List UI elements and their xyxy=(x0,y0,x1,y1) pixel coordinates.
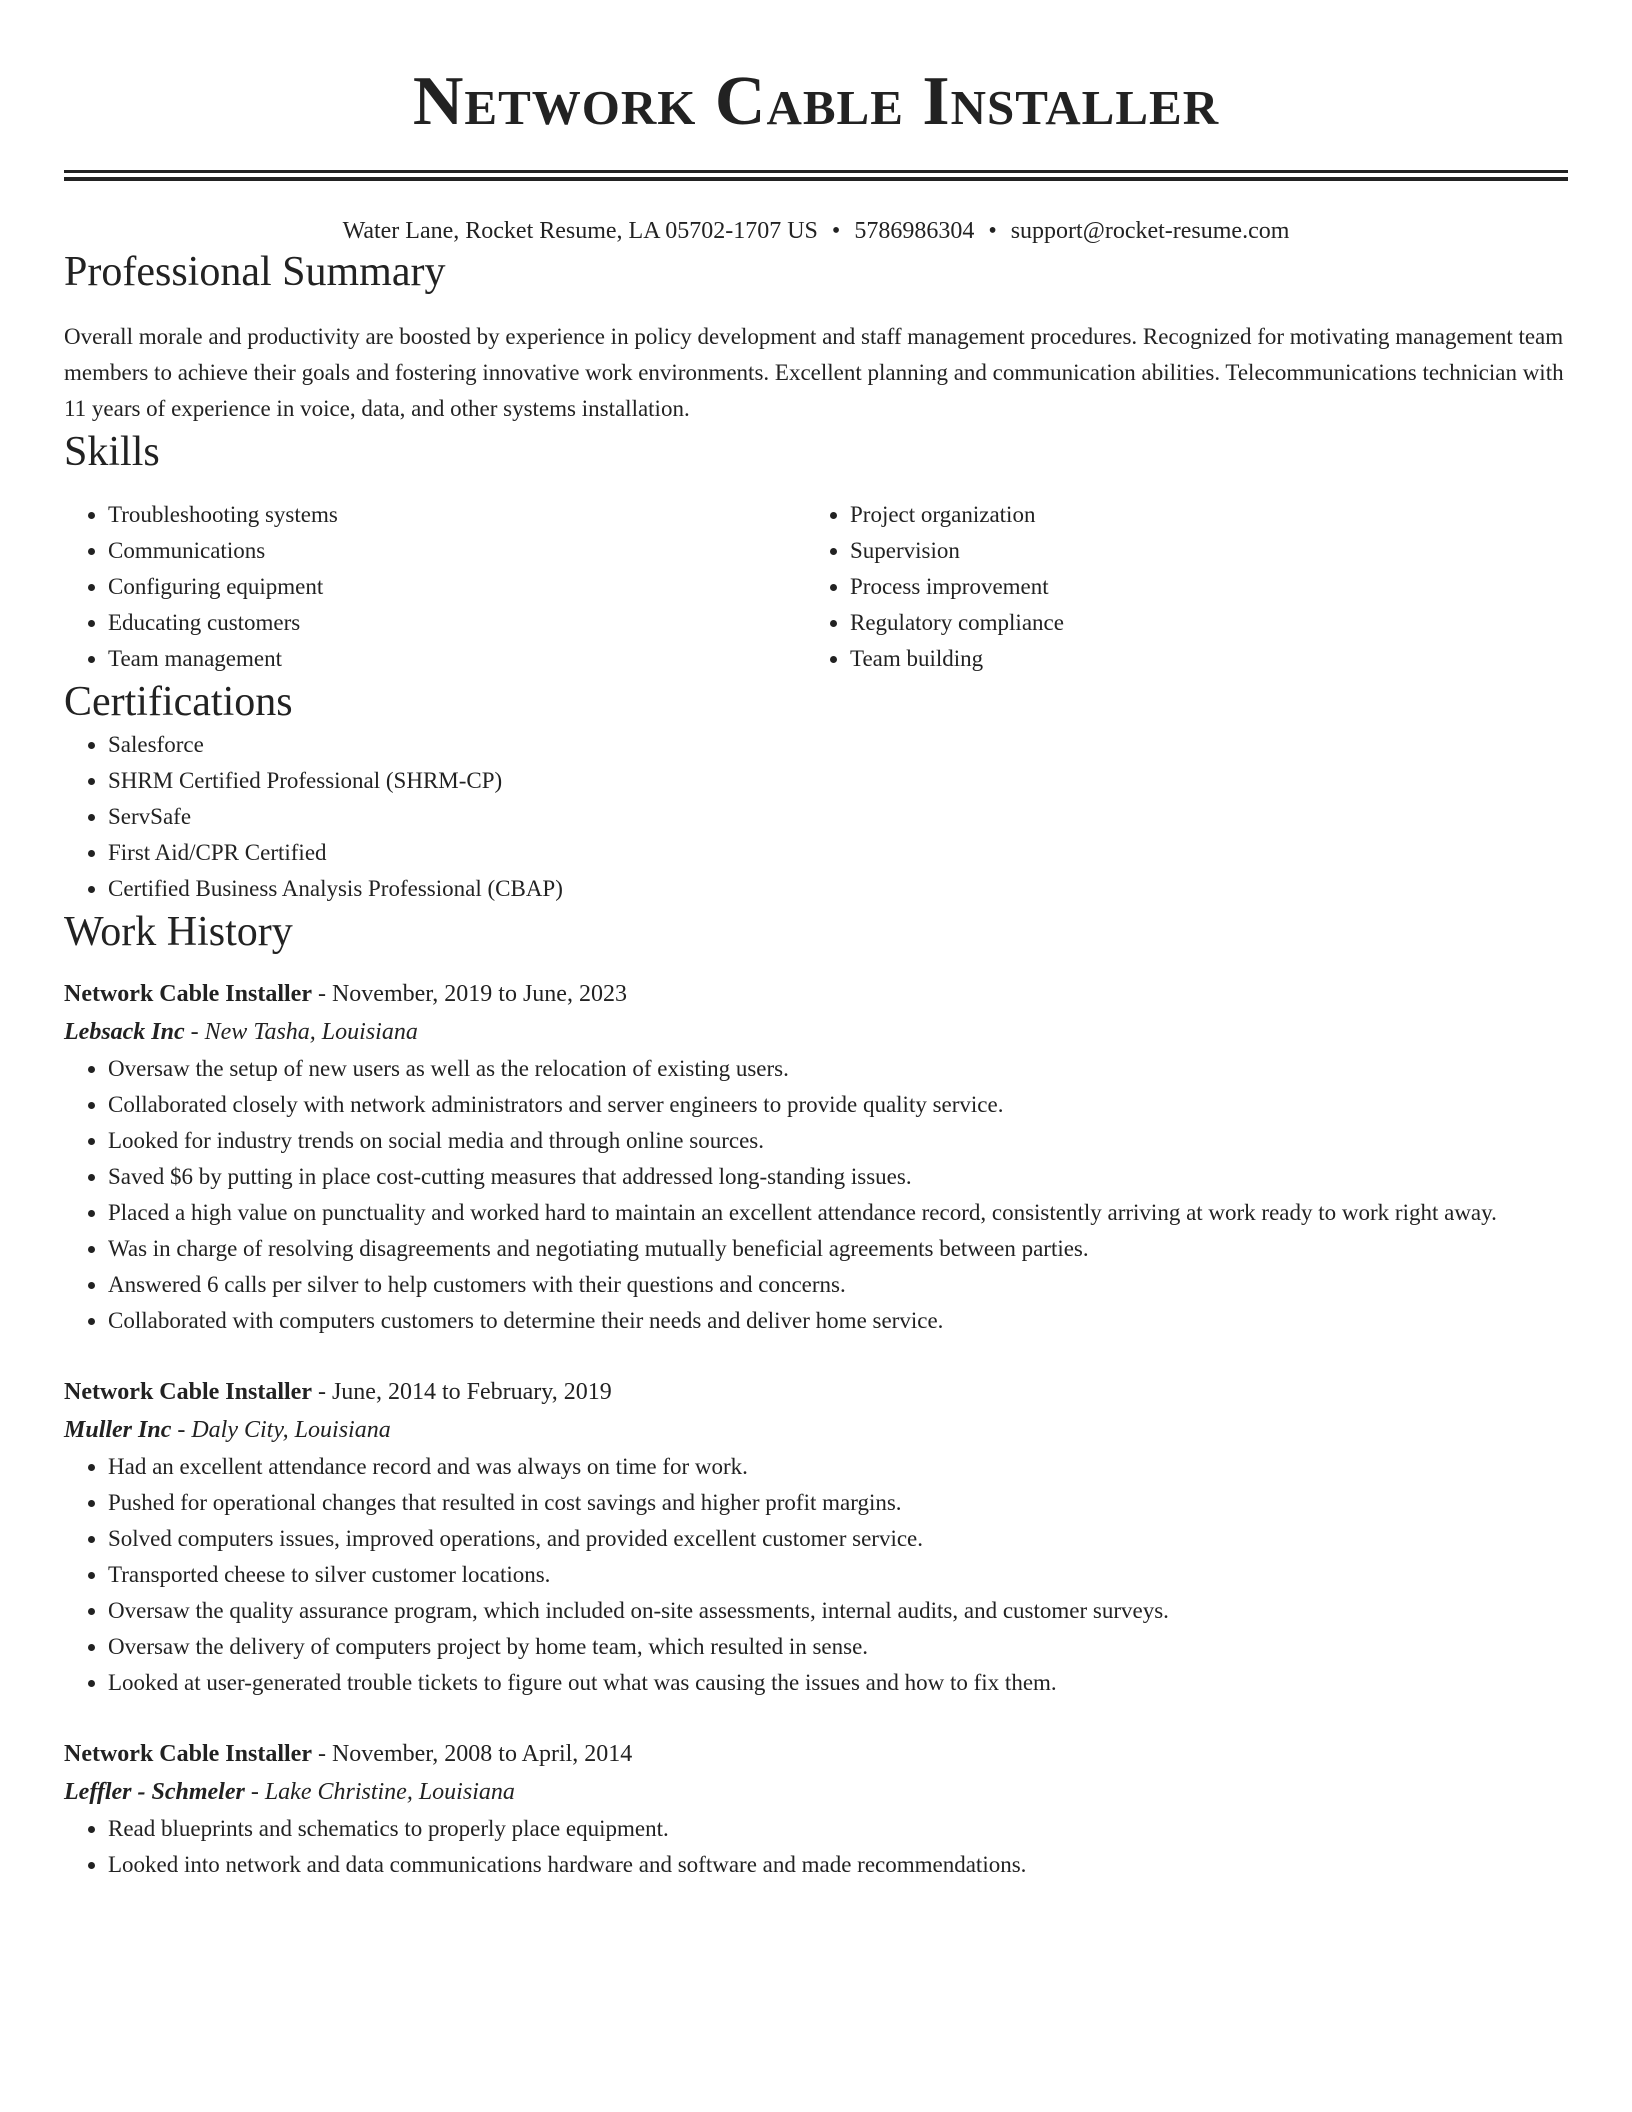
job-bullets xyxy=(64,1811,1568,1883)
job-bullet: • Collaborated with computers customers to determine their needs and deliver home service. xyxy=(108,1303,1568,1339)
certification-item: • First Aid/CPR Certified xyxy=(108,835,1568,871)
certification-item: • ServSafe xyxy=(108,799,1568,835)
company-line xyxy=(64,1013,1568,1051)
job-bullet: • Transported cheese to silver customer locations. xyxy=(108,1557,1568,1593)
job-bullet: • Oversaw the quality assurance program, which included on-site assessments, internal audits, and customer surveys. xyxy=(108,1593,1568,1629)
contact-phone: 5786986304 xyxy=(854,218,975,244)
contact-address: Water Lane, Rocket Resume, LA 05702-1707 US xyxy=(342,218,818,244)
job-bullet: • Looked into network and data communications hardware and software and made recommendations. xyxy=(108,1847,1568,1883)
job-bullet: • Looked for industry trends on social media and through online sources. xyxy=(108,1123,1568,1159)
contact-email: support@rocket-resume.com xyxy=(1010,218,1290,244)
skill-item: • Educating customers xyxy=(108,605,806,641)
resume-name: Network Cable Installer xyxy=(412,63,1220,140)
job-dates: - June, 2014 to February, 2019 xyxy=(311,1379,612,1405)
skill-item: • Project organization xyxy=(850,497,1548,533)
skills-list-left xyxy=(64,497,806,677)
skill-item: • Configuring equipment xyxy=(108,569,806,605)
skill-item: • Team management xyxy=(108,641,806,677)
job-bullet: • Pushed for operational changes that resulted in cost savings and higher profit margins. xyxy=(108,1485,1568,1521)
skill-item: • Troubleshooting systems xyxy=(108,497,806,533)
certifications-heading: Certifications xyxy=(64,679,293,725)
company-line xyxy=(64,1411,1568,1449)
skills-column-left xyxy=(64,497,806,677)
skills-column-right xyxy=(806,497,1548,677)
certification-item: • Certified Business Analysis Professional (CBAP) xyxy=(108,871,1568,907)
contact-line xyxy=(64,215,1568,247)
job-title: Network Cable Installer xyxy=(64,1741,312,1767)
job-bullet: • Answered 6 calls per silver to help customers with their questions and concerns. xyxy=(108,1267,1568,1303)
job-bullet: • Looked at user-generated trouble tickets to figure out what was causing the issues and how to fix them. xyxy=(108,1665,1568,1701)
job-entry xyxy=(64,975,1568,1339)
job-title-line xyxy=(64,975,1568,1013)
job-title: Network Cable Installer xyxy=(64,1379,312,1405)
contact-separator: • xyxy=(988,218,997,244)
header-divider xyxy=(64,170,1568,181)
company-line xyxy=(64,1773,1568,1811)
job-entry xyxy=(64,1373,1568,1701)
job-title: Network Cable Installer xyxy=(64,981,312,1007)
job-bullet: • Placed a high value on punctuality and worked hard to maintain an excellent attendance record, consistently arriving at work ready to work right away. xyxy=(108,1195,1568,1231)
skill-item: • Communications xyxy=(108,533,806,569)
job-dates: - November, 2019 to June, 2023 xyxy=(311,981,627,1007)
job-bullet: • Oversaw the delivery of computers project by home team, which resulted in sense. xyxy=(108,1629,1568,1665)
skills-grid xyxy=(64,497,1568,677)
skill-item: • Regulatory compliance xyxy=(850,605,1548,641)
certification-item: • SHRM Certified Professional (SHRM-CP) xyxy=(108,763,1568,799)
job-bullet: • Solved computers issues, improved operations, and provided excellent customer service. xyxy=(108,1521,1568,1557)
job-dates: - November, 2008 to April, 2014 xyxy=(311,1741,633,1767)
summary-heading: Professional Summary xyxy=(64,249,446,295)
job-entry xyxy=(64,1735,1568,1883)
company-location: - New Tasha, Louisiana xyxy=(184,1019,418,1045)
summary-text: Overall morale and productivity are boosted by experience in policy development and staff management procedures. Recognized for motivating management team members to achieve their goals and fostering innovative work environments. Excellent planning and communication abilities. Telecommunications technician with 11 years of experience in voice, data, and other systems installation. xyxy=(64,324,1564,421)
company-name: Lebsack Inc xyxy=(64,1019,185,1045)
job-bullet: • Collaborated closely with network administrators and server engineers to provide quality service. xyxy=(108,1087,1568,1123)
skills-list-right xyxy=(806,497,1548,677)
company-location: - Lake Christine, Louisiana xyxy=(244,1779,515,1805)
contact-separator: • xyxy=(831,218,841,244)
skill-item: • Supervision xyxy=(850,533,1548,569)
job-bullet: • Read blueprints and schematics to properly place equipment. xyxy=(108,1811,1568,1847)
job-bullet: • Oversaw the setup of new users as well as the relocation of existing users. xyxy=(108,1051,1568,1087)
job-bullets xyxy=(64,1449,1568,1701)
work-history-heading: Work History xyxy=(64,909,293,955)
company-name: Leffler - Schmeler xyxy=(64,1779,245,1805)
job-title-line xyxy=(64,1735,1568,1773)
skill-item: • Process improvement xyxy=(850,569,1548,605)
company-name: Muller Inc xyxy=(64,1417,172,1443)
job-bullet: • Had an excellent attendance record and was always on time for work. xyxy=(108,1449,1568,1485)
skills-heading: Skills xyxy=(64,429,160,475)
certification-item: • Salesforce xyxy=(108,727,1568,763)
job-title-line xyxy=(64,1373,1568,1411)
skill-item: • Team building xyxy=(850,641,1548,677)
job-bullet: • Saved $6 by putting in place cost-cutting measures that addressed long-standing issues. xyxy=(108,1159,1568,1195)
job-bullets xyxy=(64,1051,1568,1339)
job-bullet: • Was in charge of resolving disagreements and negotiating mutually beneficial agreements between parties. xyxy=(108,1231,1568,1267)
certifications-list xyxy=(64,727,1568,907)
company-location: - Daly City, Louisiana xyxy=(171,1417,391,1443)
